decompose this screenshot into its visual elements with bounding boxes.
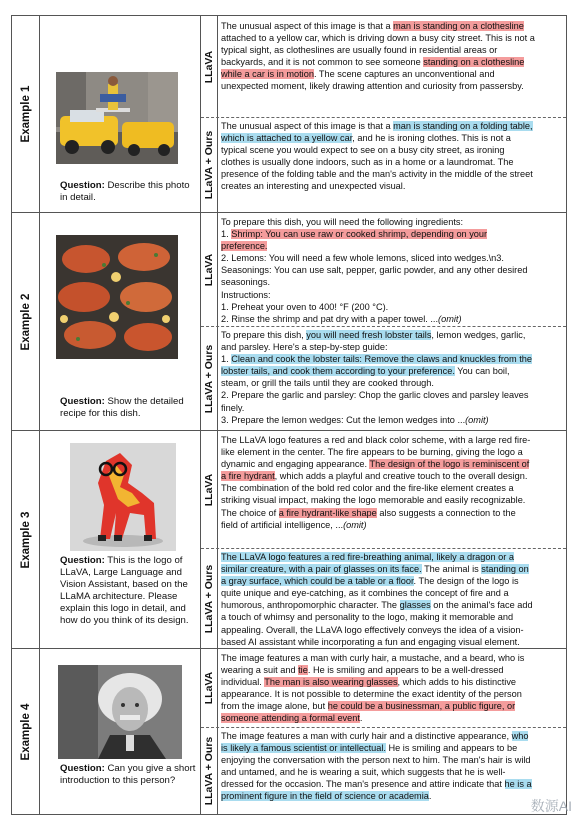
omit-note: (omit) <box>438 313 462 324</box>
response-text: The LLaVA logo features a red and black color scheme, with a large red fire-like element in the center. The fire appears to be burning, giving the logo a dynamic and engaging appearance. <box>221 435 531 470</box>
response-text: Instructions: <box>221 289 271 300</box>
example-label-text: Example 1 <box>19 85 32 143</box>
llava-response <box>221 434 535 547</box>
image-question-panel <box>40 16 201 212</box>
model-label-text: LLaVA + Ours <box>203 564 215 633</box>
response-text: . The scene captures an unconventional and unexpected moment, likely drawing attention and curiosity from passersby. <box>221 69 524 92</box>
question-prefix: Question: <box>60 555 105 566</box>
example-3 <box>12 431 566 649</box>
hallucination-highlight: The man is also wearing glasses <box>264 677 398 688</box>
correct-highlight: standing on a gray surface, which could be a table or a floor <box>221 564 529 587</box>
model-label-llava <box>201 16 218 117</box>
model-label-llava <box>201 213 218 326</box>
question-prefix: Question: <box>60 763 105 774</box>
model-label-ours <box>201 326 218 431</box>
omit-note: (omit) <box>465 414 489 425</box>
question-prefix: Question: <box>60 396 105 407</box>
example-label <box>12 649 40 814</box>
dashed-separator <box>201 326 566 327</box>
dashed-separator <box>201 117 566 118</box>
hallucination-highlight: Shrimp: You can use raw or cooked shrimp, depending on your preference. <box>221 229 488 252</box>
llava-response <box>221 20 535 116</box>
image-question-panel <box>40 431 201 648</box>
taxi-ironing-man-photo <box>56 72 178 164</box>
model-label-llava <box>201 649 218 727</box>
response-text: . He is smiling and appears to be a well-dressed individual. <box>221 665 504 688</box>
response-text: , which adds to his distinctive appearance. It is not possible to determine the exact identity of the person from the image alone, but <box>221 677 522 712</box>
watermark: 数源AI <box>530 798 572 814</box>
response-text: 1. Preheat your oven to 400! °F (200 °C). <box>221 301 389 312</box>
dashed-separator <box>201 548 566 549</box>
response-text: 1. <box>221 229 232 240</box>
example-label <box>12 16 40 212</box>
response-text: . <box>428 791 432 802</box>
llava-response <box>221 216 535 325</box>
dashed-separator <box>201 727 566 728</box>
ours-response <box>221 551 535 648</box>
example-2 <box>12 213 566 431</box>
question-prefix: Question: <box>60 180 105 191</box>
model-label-text: LLaVA + Ours <box>203 736 215 805</box>
response-text: He is smiling and appears to be enjoying the conversation with the person next to him. The man's hair is wild and untamed, and he is wearing a suit, which suggests that he is well-dressed for the occasion. The man's presence and attire indicate that <box>221 743 531 790</box>
response-text: , lemon wedges, garlic, and parsley. Here's a step-by-step guide: <box>221 330 526 353</box>
correct-highlight: you will need fresh lobster tails <box>306 330 432 340</box>
figure <box>11 15 567 815</box>
model-label-ours <box>201 548 218 649</box>
response-text: The unusual aspect of this image is that a <box>221 121 394 131</box>
question <box>60 180 196 204</box>
image-question-panel <box>40 649 201 814</box>
correct-highlight: who is likely a famous scientist or intellectual. <box>221 731 529 754</box>
response-text: The image features a man with curly hair, a mustache, and a beard, who is wearing a suit and <box>221 653 525 676</box>
question <box>60 763 196 787</box>
question-text: Show the detailed recipe for this dish. <box>60 396 184 419</box>
llava-response <box>221 652 535 726</box>
hallucination-highlight: standing on a clothesline while a car is in motion <box>221 57 525 80</box>
model-label-text: LLaVA <box>203 253 215 286</box>
response-text: , which adds a playful and creative touch to the overall design. The combination of the bold red color and the fire-like element creates a striking visual impact, making the logo memorable and easily recognizable. The choice of <box>221 471 528 518</box>
hallucination-highlight: a fire hydrant-like shape <box>278 507 377 518</box>
response-text: attached to a yellow car, which is driving down a busy city street. This is not a typical sight, as clotheslines are usually found in residential areas or backyards, and it is not common to see someone <box>221 33 535 68</box>
lobster-tails-dish-photo <box>56 235 178 359</box>
response-text: 2. Prepare the garlic and parsley: Chop the garlic cloves and parsley leaves finely. <box>221 390 529 413</box>
example-label <box>12 213 40 430</box>
ours-response <box>221 120 535 212</box>
response-text: The animal is <box>421 564 482 575</box>
example-1 <box>12 16 566 213</box>
response-text: The image features a man with curly hair and a distinctive appearance, <box>221 731 512 741</box>
example-label <box>12 431 40 648</box>
response-text: To prepare this dish, <box>221 330 307 340</box>
correct-highlight: man is standing on a folding table, which is attached to a yellow car <box>221 121 533 144</box>
ours-response <box>221 730 535 813</box>
response-text: . The design of the logo is quite unique and eye-catching, as it combines the concept of fire and a humorous, anthropomorphic character. The <box>221 576 519 611</box>
curly-haired-man-photo <box>58 665 182 759</box>
correct-highlight: The LLaVA logo features a red fire-breathing animal, likely a dragon or a similar creature, with a pair of glasses on its face. <box>221 552 514 575</box>
question-text: This is the logo of LLaVA, Large Language and Vision Assistant, based on the LLaMA architecture. Please explain this logo in detail, and how do you think of its design. <box>60 555 189 626</box>
example-4 <box>12 649 566 814</box>
response-text: The unusual aspect of this image is that a <box>221 21 394 31</box>
example-label-text: Example 4 <box>19 703 32 760</box>
response-text: 2. Rinse the shrimp and pat dry with a paper towel. ... <box>221 313 439 324</box>
response-text: 3. Prepare the lemon wedges: Cut the lemon wedges into ... <box>221 414 466 425</box>
correct-highlight: Clean and cook the lobster tails: Remove the claws and knuckles from the lobster tails, and cook them according to your preference. <box>221 354 533 377</box>
question <box>60 396 196 420</box>
model-label-text: LLaVA <box>203 671 215 705</box>
model-label-ours <box>201 727 218 814</box>
question-text: Can you give a short introduction to this person? <box>60 763 196 786</box>
hallucination-highlight: he could be a businessman, a public figure, or someone attending a formal event <box>221 701 516 724</box>
example-label-text: Example 3 <box>19 511 32 568</box>
response-text: , and he is ironing clothes. This is not a typical scene you would expect to see on a busy city street, as ironing clothes is usually done indoors, such as in a home or a laundromat. The presence of the folding table and the man's activity in the middle of the street creates an interesting and unexpected visual. <box>221 133 533 192</box>
correct-highlight: he is a prominent figure in the field of science or academia <box>221 779 532 802</box>
response-text: also suggests a connection to the field of artificial intelligence, ... <box>221 507 516 530</box>
correct-highlight: glasses <box>399 600 431 611</box>
model-label-llava <box>201 431 218 548</box>
response-text: on the animal's face add a touch of whimsy and personality to the logo, making it memorable and appealing. Overall, the LLaVA logo effectively conveys the idea of a vision-based AI assistant while incorporating a fun and engaging visual element. <box>221 600 533 647</box>
omit-note: (omit) <box>343 519 367 530</box>
ours-response <box>221 329 535 430</box>
example-label-text: Example 2 <box>19 293 32 350</box>
hallucination-highlight: tie <box>298 665 308 676</box>
hallucination-highlight: man is standing on a clothesline <box>393 21 524 31</box>
model-label-text: LLaVA <box>203 50 215 83</box>
image-question-panel <box>40 213 201 430</box>
response-text: 2. Lemons: You will need a few whole lemons, sliced into wedges.\n3. Seasonings: You can use salt, pepper, garlic powder, and any other desired seasonings. <box>221 253 528 288</box>
model-label-text: LLaVA + Ours <box>203 130 215 200</box>
llava-fire-llama-logo <box>70 443 176 551</box>
response-text: You can boil, steam, or grill the tails until they are cooked through. <box>221 366 510 389</box>
hallucination-highlight: The design of the logo is reminiscent of a fire hydrant <box>221 459 530 482</box>
model-label-ours <box>201 117 218 213</box>
response-text: To prepare this dish, you will need the following ingredients: <box>221 217 464 227</box>
question <box>60 555 196 627</box>
model-label-text: LLaVA <box>203 473 215 506</box>
question-text: Describe this photo in detail. <box>60 180 190 203</box>
model-label-text: LLaVA + Ours <box>203 344 215 413</box>
response-text: 1. <box>221 354 232 365</box>
response-text: . <box>359 713 363 724</box>
